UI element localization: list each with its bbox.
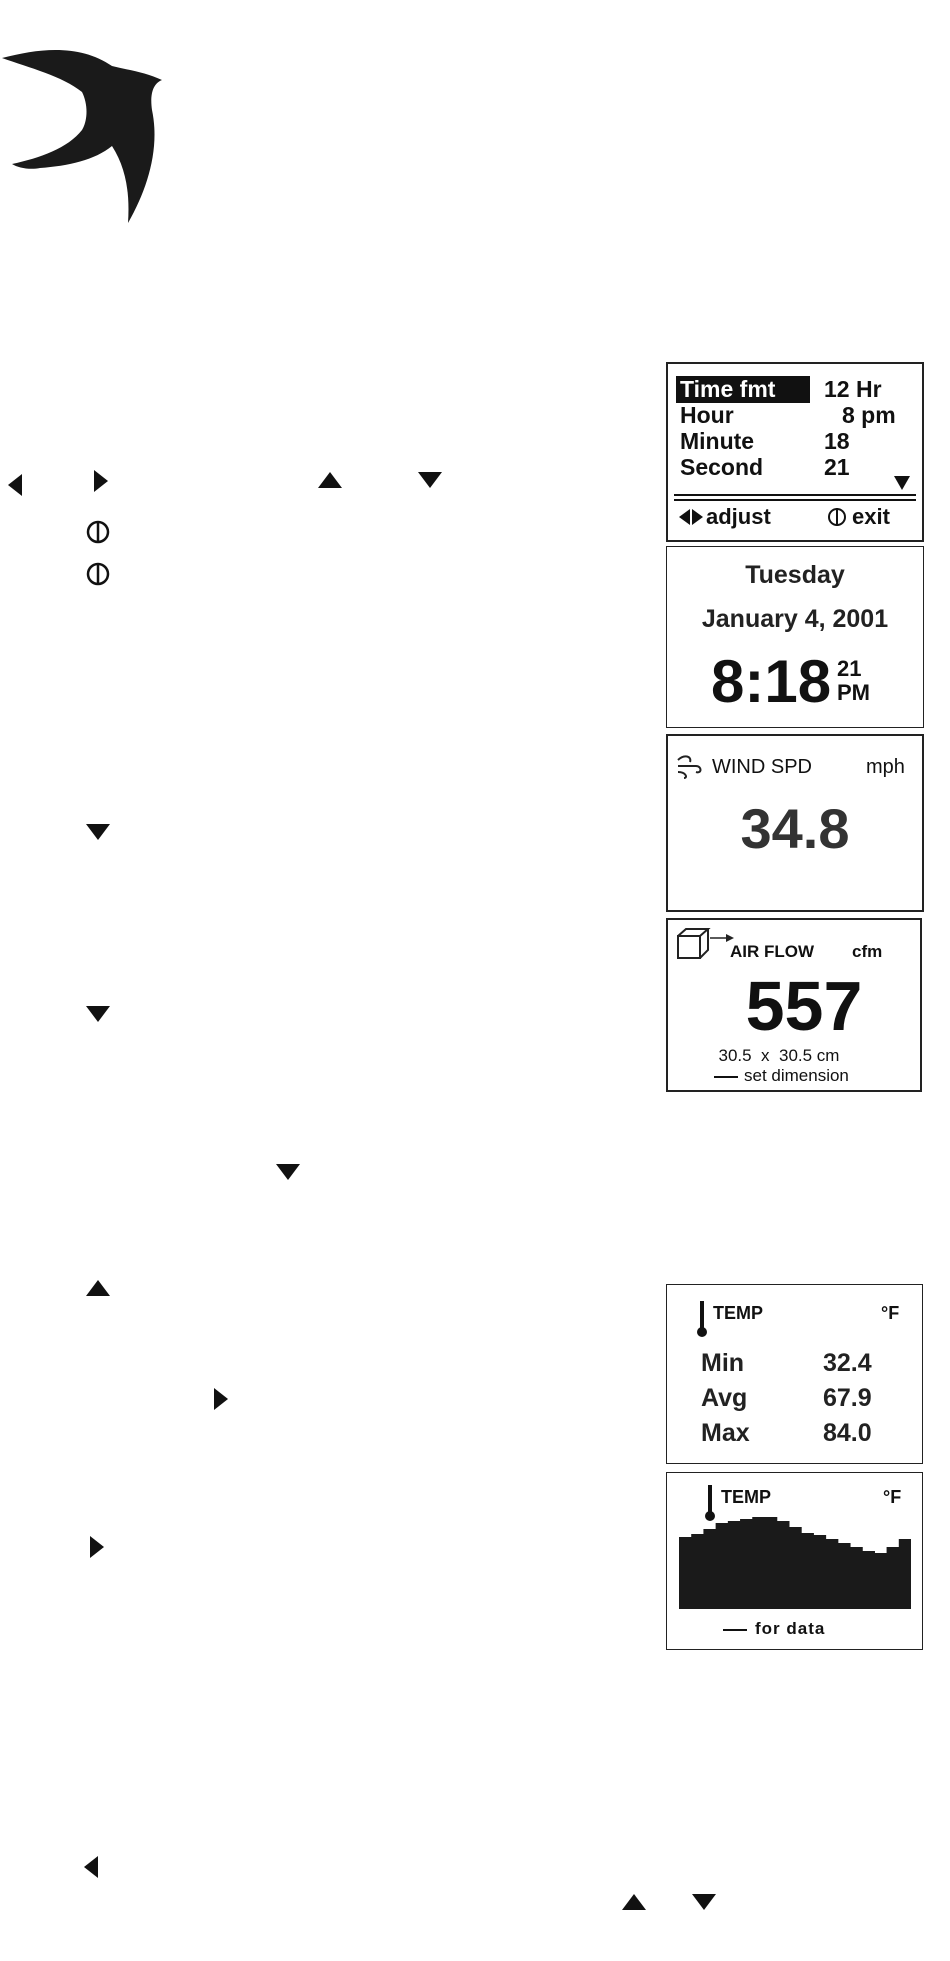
menu-row-hour [676,402,914,429]
stat-label: Min [701,1349,745,1377]
temp-graph-bar [752,1517,765,1609]
left-arrow-icon [76,1844,116,1884]
menu-row-label: Hour [680,402,734,428]
menu-row-value: 18 [824,428,850,454]
temp-label: TEMP [721,1487,772,1507]
right-arrow-icon [80,1524,120,1564]
temp-graph-bar [679,1537,692,1609]
stat-value: 84.0 [823,1419,872,1447]
adjust-label: adjust [706,504,771,529]
air-flow-screen [666,918,922,1092]
temp-graph-bar [703,1529,716,1609]
temp-graph-bar [740,1519,753,1609]
temp-stats-screen [666,1284,923,1464]
time-setup-screen [666,362,924,542]
weekday: Tuesday [745,561,845,589]
temp-label: TEMP [713,1303,764,1323]
wind-value: 34.8 [740,797,850,860]
wind-icon [674,750,704,780]
temp-graph-bar [813,1535,826,1609]
menu-row-label: Second [680,454,764,480]
airflow-label: AIR FLOW [730,942,815,961]
temp-graph-bar [874,1553,887,1609]
screen-footer [676,502,914,532]
menu-row-label: Time fmt [676,376,810,403]
menu-row-value: 12 Hr [824,376,882,402]
date: January 4, 2001 [701,605,889,633]
temp-graph-bar [899,1539,911,1609]
duct-box-icon [676,926,736,962]
stat-value: 67.9 [823,1384,872,1412]
airflow-value: 557 [745,967,863,1045]
wind-speed-screen [666,734,924,912]
power-button-icon [78,554,118,594]
menu-row-second [676,454,914,481]
stat-label: Max [701,1419,750,1447]
stat-row-max [701,1419,901,1453]
menu-row-label: Minute [680,428,755,454]
temp-unit: °F [881,1303,900,1323]
stat-label: Avg [701,1384,748,1412]
temp-graph-bar [789,1527,802,1609]
temp-graph-bar [801,1533,814,1609]
power-button-icon [78,512,118,552]
power-button-icon [826,506,848,528]
airflow-unit: cfm [852,942,883,961]
down-arrow-icon [410,458,450,498]
down-arrow-icon [78,810,118,850]
exit-label: exit [852,504,890,529]
menu-row-value: 8 pm [842,402,896,428]
temp-graph-bar [691,1534,704,1609]
clock-meridiem: PM [837,680,870,705]
thermometer-icon [695,1299,709,1339]
left-right-arrows-icon [678,508,704,526]
divider [674,494,916,496]
down-arrow-icon [684,1880,724,1920]
temp-history-graph [679,1509,911,1609]
clock-seconds: 21 [837,656,862,681]
temp-graph-bar [838,1543,851,1609]
menu-row-minute [676,428,914,455]
stat-row-min [701,1349,901,1383]
date-time-screen [666,546,924,728]
up-arrow-icon [614,1880,654,1920]
wind-label: WIND SPD [712,756,812,778]
temp-graph-bar [764,1517,777,1609]
up-arrow-icon [78,1266,118,1306]
temp-graph-bar [887,1547,900,1609]
wind-unit: mph [866,756,905,778]
down-arrow-icon [78,992,118,1032]
temp-graph-bar [716,1523,729,1609]
menu-row-value: 21 [824,454,850,480]
up-arrow-icon [310,458,350,498]
hint-text: for data [755,1619,826,1638]
stat-row-avg [701,1384,901,1418]
temp-graph-bar [728,1521,741,1609]
dash-key-icon [723,1629,747,1631]
hint-text: set dimension [744,1066,849,1085]
left-arrow-icon [0,462,40,502]
temp-graph-bar [850,1547,863,1609]
temp-graph-bar [862,1551,875,1609]
temp-graph-bar [777,1521,790,1609]
temp-graph-screen [666,1472,923,1650]
menu-row-time-format [676,376,914,403]
divider [674,499,916,501]
clock-time: 8:18 [711,648,832,715]
right-arrow-icon [84,458,124,498]
down-arrow-icon [268,1150,308,1190]
scroll-down-icon [892,474,912,492]
dash-key-icon [714,1076,738,1078]
clock-readout [711,647,911,717]
stat-value: 32.4 [823,1349,872,1377]
swallow-bird-logo [0,18,170,223]
duct-dimension: 30.5 x 30.5 cm [718,1046,840,1065]
right-arrow-icon [204,1376,244,1416]
temp-unit: °F [883,1487,902,1507]
temp-graph-bar [826,1539,839,1609]
